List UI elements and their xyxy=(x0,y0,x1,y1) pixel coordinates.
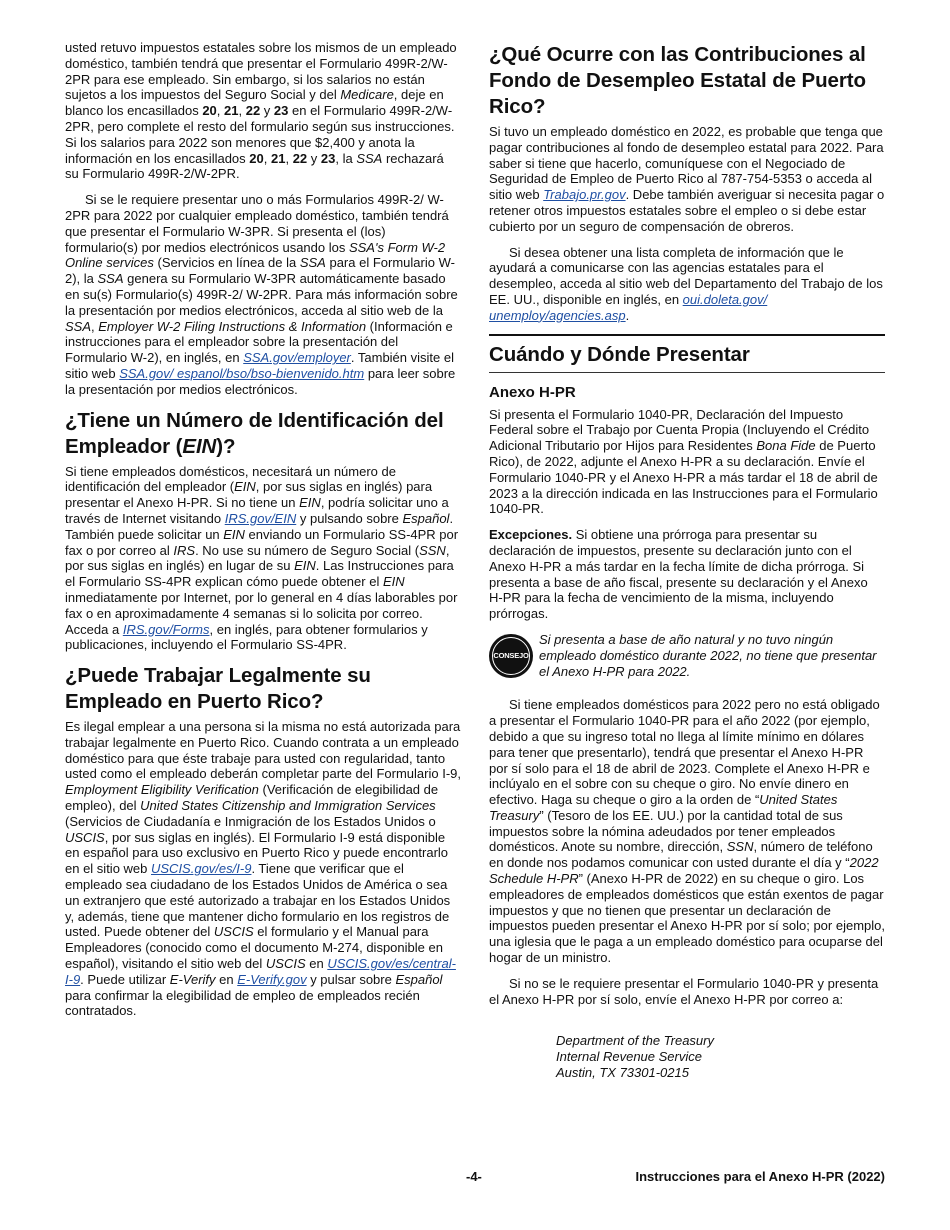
mailing-address xyxy=(556,1033,885,1081)
heading-unemployment: ¿Qué Ocurre con las Contribuciones al Fondo de Desempleo Estatal de Puerto Rico? xyxy=(489,43,866,118)
address-line: Internal Revenue Service xyxy=(556,1049,702,1065)
subheading-anexo: Anexo H-PR xyxy=(489,383,576,401)
link-trabajo-pr[interactable]: Trabajo.pr.gov xyxy=(543,187,626,203)
paragraph-legal-work: Es ilegal emplear a una persona si la misma no está autorizada para trabajar legalmente en Puerto Rico. Cuando contrata a un empleado doméstico para que éste trabaje para usted con regularidad, tanto usted como el empleado deberán completar parte del Formulario I-9, Employment Eligibility Verification (Verificación de elegibilidad de empleo), del United States Citizenship and Immigration Services (Servicios de Ciudadanía e Inmigración de los Estados Unidos o USCIS, por sus siglas en inglés). El Formulario I-9 está disponible en español para uso exclusivo en Puerto Rico y puede encontrarlo en el sitio web USCIS.gov/es/I-9. Tiene que verificar que el empleado sea ciudadano de los Estados Unidos de América o sea un extranjero que esté autorizado a trabajar en los Estados Unidos y, además, tiene que mantener dicho formulario en los registros de usted. Puede obtener del USCIS el formulario y el Manual para Empleadores (conocido como el documento M-274, disponible en español), visitando el sitio web del USCIS en USCIS.gov/es/central-I-9. Puede utilizar E-Verify en E-Verify.gov y pulsar sobre Español para confirmar la elegibilidad de empleo de empleados recién contratados. xyxy=(65,719,461,1019)
paragraph-exceptions: Excepciones. Si obtiene una prórroga para presentar su declaración de impuestos, presente su declaración junto con el Anexo H-PR a más tardar en la fecha límite de dicha prórroga. Si presenta a base de año fiscal, presente su declaración y el Anexo H-PR para la fecha de vencimiento de la misma, incluyendo prórrogas. xyxy=(489,527,868,622)
right-column xyxy=(489,40,885,1081)
heading-underline xyxy=(489,372,885,373)
heading-when-where: Cuándo y Dónde Presentar xyxy=(489,342,750,366)
heading-legal-work: ¿Puede Trabajar Legalmente su Empleado en Puerto Rico? xyxy=(65,664,371,714)
link-e-verify[interactable]: E-Verify.gov xyxy=(237,971,307,987)
paragraph-state-taxes: usted retuvo impuestos estatales sobre los mismos de un empleado doméstico, también tendrá que presentar el Formulario 499R-2/W-2PR para ese empleado. Sin embargo, si los salarios no están sujetos a los impuestos del Seguro Social y del Medicare, deje en blanco los encasillados 20, 21, 22 y 23 en el Formulario 499R-2/W-2PR, pero complete el resto del formulario según sus instrucciones. Si los salarios para 2022 son menores que $2,400 y anota la información en los encasillados 20, 21, 22 y 23, la SSA rechazará su Formulario 499R-2/W-2PR. xyxy=(65,40,457,182)
link-doleta[interactable]: oui.doleta.gov/ unemploy/agencies.asp xyxy=(489,291,768,323)
paragraph-ein: Si tiene empleados domésticos, necesitará un número de identificación del empleador (EIN, por sus siglas en inglés) para presentar el Anexo H-PR. Si no tiene un EIN, podría solicitar uno a través de Internet visitando IRS.gov/EIN y pulsando sobre Español. También puede solicitar un EIN enviando un Formulario SS-4PR por fax o por correo al IRS. No use su número de Seguro Social (SSN, por sus siglas en inglés) en lugar de su EIN. Las Instrucciones para el Formulario SS-4PR explican cómo puede obtener el EIN inmediatamente por Internet, por lo general en 4 días laborables por fax o en aproximadamente 4 semanas si lo solicita por correo. Acceda a IRS.gov/Forms, en inglés, para obtener formularios y publicaciones, incluyendo el Formulario SS-4PR. xyxy=(65,463,459,653)
paragraph-unemployment-2: Si desea obtener una lista completa de información que le ayudará a comunicarse con las agencias estatales para el desempleo, acceda al sitio web del Departamento del Trabajo de los EE. UU., disponible en inglés, en oui.doleta.gov/ unemploy/agencies.asp. xyxy=(489,244,883,323)
link-uscis-central[interactable]: USCIS.gov/es/central-I-9 xyxy=(65,956,456,987)
paragraph-w3pr: Si se le requiere presentar uno o más Formularios 499R-2/ W-2PR para 2022 por cualquier empleado doméstico, también tendrá que presentar el Formulario W-3PR. Si presenta el (los) formulario(s) por medios electrónicos usando los SSA's Form W-2 Online services (Servicios en línea de la SSA para el Formulario W-2), la SSA genera su Formulario W-3PR automáticamente basado en su(s) Formulario(s) 499R-2/ W-2PR. Para más información sobre la presentación por medios electrónicos, acceda al sitio web de la SSA, Employer W-2 Filing Instructions & Information (Información e instrucciones para el empleador sobre la presentación del Formulario W-2), en inglés, en SSA.gov/employer. También visite el sitio web SSA.gov/ espanol/bso/bso-bienvenido.htm para leer sobre la presentación por medios electrónicos. xyxy=(65,192,458,397)
address-line: Department of the Treasury xyxy=(556,1033,714,1049)
paragraph-anexo: Si presenta el Formulario 1040-PR, Declaración del Impuesto Federal sobre el Trabajo por Cuenta Propia (Incluyendo el Crédito Adicional Tributario por Hijos para Residentes Bona Fide de Puerto Rico), de 2022, adjunte el Anexo H-PR a su declaración. Envíe el Formulario 1040-PR y el Anexo H-PR a más tardar el 18 de abril de 2023 a la dirección indicada en las Instrucciones para el Formulario 1040-PR. xyxy=(489,406,878,517)
link-ssa-employer[interactable]: SSA.gov/employer xyxy=(243,350,351,366)
link-irs-forms[interactable]: IRS.gov/Forms xyxy=(122,621,210,637)
link-ssa-bso[interactable]: SSA.gov/ espanol/bso/bso-bienvenido.htm xyxy=(119,365,365,381)
heading-ein: ¿Tiene un Número de Identificación del Empleador (EIN)? xyxy=(65,408,444,458)
tip-box xyxy=(489,632,885,679)
left-column xyxy=(65,40,461,1029)
tip-text: Si presenta a base de año natural y no tuvo ningún empleado doméstico durante 2022, no tiene que presentar el Anexo H-PR para 2022. xyxy=(539,631,877,679)
address-line: Austin, TX 73301-0215 xyxy=(556,1065,689,1081)
link-uscis-i9[interactable]: USCIS.gov/es/I-9 xyxy=(151,861,252,877)
paragraph-unemployment-1: Si tuvo un empleado doméstico en 2022, es probable que tenga que pagar contribuciones al fondo de desempleo estatal para 2022. Para saber si tiene que hacerlo, comuníquese con el Negociado de Seguridad de Empleo de Puerto Rico al 787-754-5353 o acceda al sitio web Trabajo.pr.gov. Debe también averiguar si necesita pagar o retener otros impuestos estatales sobre el empleo o si debe estar cubierto por un seguro de compensación de obreros. xyxy=(489,124,885,234)
consejo-icon xyxy=(489,634,533,678)
link-irs-ein[interactable]: IRS.gov/EIN xyxy=(224,510,297,526)
section-divider xyxy=(489,334,885,368)
page-number: -4- xyxy=(466,1169,482,1184)
paragraph-mail: Si no se le requiere presentar el Formulario 1040-PR y presenta el Anexo H-PR por sí solo, envíe el Anexo H-PR por correo a: xyxy=(489,975,879,1007)
consejo-label: CONSEJO xyxy=(492,637,530,675)
paragraph-employees: Si tiene empleados domésticos para 2022 pero no está obligado a presentar el Formulario 1040-PR para el año 2022 (por ejemplo, debido a que su ingreso total no llega al límite mínimo en dólares para tener que presentarlo), tendrá que presentar el Anexo H-PR por sí solo para el 18 de abril de 2023. Complete el Anexo H-PR e inclúyalo en el sobre con su cheque o giro. No envíe dinero en efectivo. Haga su cheque o giro a la orden de “United States Treasury” (Tesoro de los EE. UU.) por la cantidad total de sus impuestos sobre la nómina adeudados por tener empleados domésticos. Anote su nombre, dirección, SSN, número de teléfono en donde nos podamos comunicar con usted durante el día y “2022 Schedule H-PR” (Anexo H-PR de 2022) en su cheque o giro. Los empleadores de empleados domésticos que están exentos de pagar impuestos y que no tienen que presentar un declaración de impuestos pueden presentar el Anexo H-PR por sí solo; por ejemplo, una iglesia que le paga a un empleado doméstico para ocuparse del hogar de un ministro. xyxy=(489,697,885,966)
footer-title: Instrucciones para el Anexo H-PR (2022) xyxy=(635,1169,885,1184)
